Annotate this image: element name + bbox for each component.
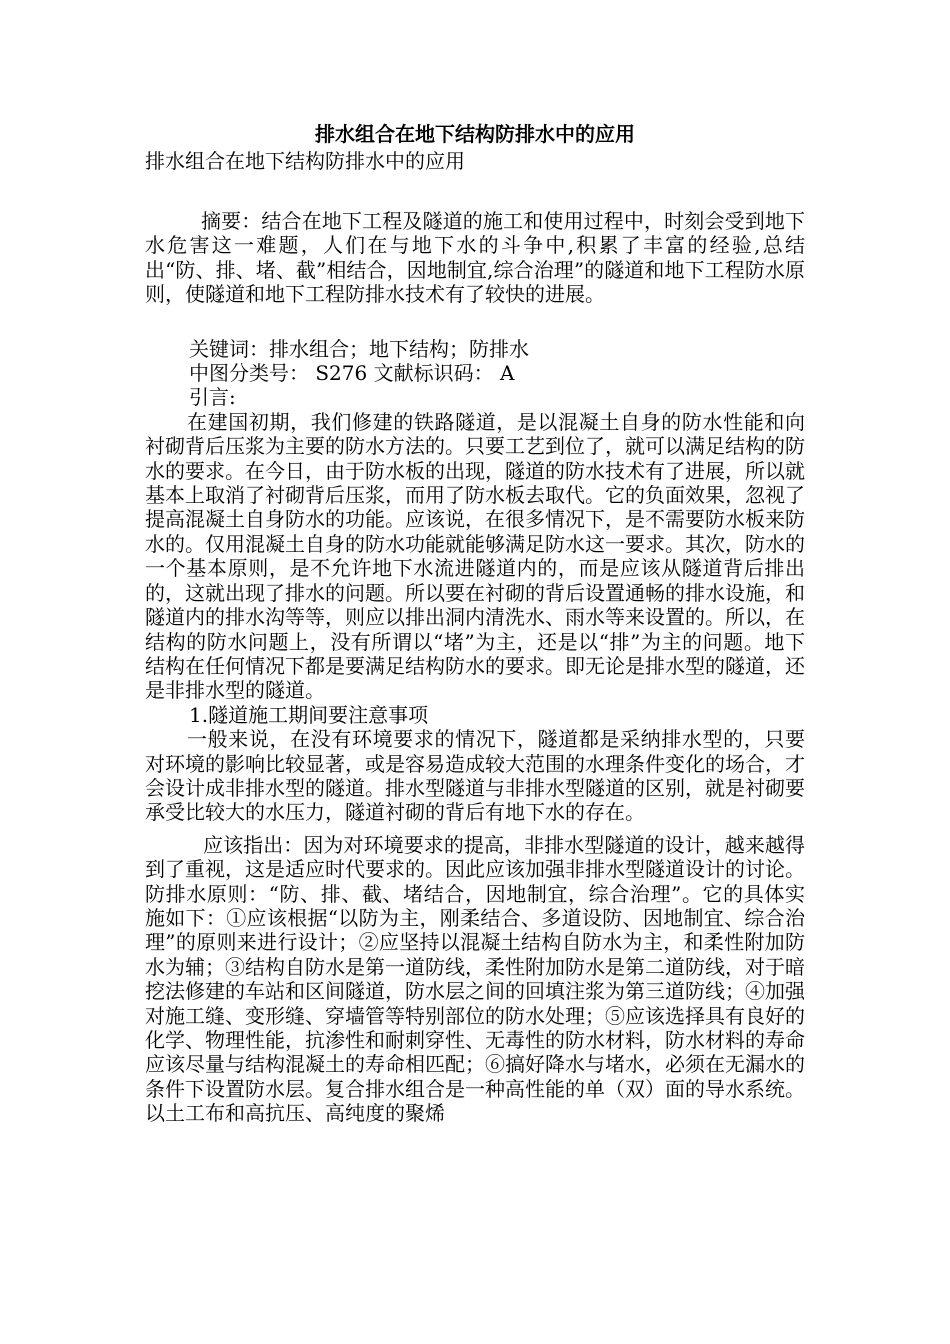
document-page [145,120,805,1126]
classification-line: 中图分类号： S276 文献标识码： A [189,361,515,386]
intro-label: 引言: [189,385,236,410]
spacer [145,307,805,337]
body-paragraph: 一般来说，在没有环境要求的情况下，隧道都是采纳排水型的，只要对环境的影响比较显著，或是容易造成较大范围的水理条件变化的场合，才会设计成非排水型的隧道。排水型隧道与非排水型隧道的区别，就是衬砌要承受比较大的水压力，隧道衬砌的背后有地下水的存在。 [145,727,805,825]
intro-paragraph: 在建国初期，我们修建的铁路隧道，是以混凝土自身的防水性能和向衬砌背后压浆为主要的防水方法的。只要工艺到位了，就可以满足结构的防水的要求。在今日，由于防水板的出现，隧道的防水技术有了进展，所以就基本上取消了衬砌背后压浆，而用了防水板去取代。它的负面效果，忽视了提高混凝土自身防水的功能。应该说，在很多情况下，是不需要防水板来防水的。仅用混凝土自身的防水功能就能够满足防水这一要求。其次，防水的一个基本原则，是不允许地下水流进隧道内的，而是应该从隧道背后排出的，这就出现了排水的问题。所以要在衬砌的背后设置通畅的排水设施，和隧道内的排水沟等等，则应以排出洞内清洗水、雨水等来设置的。所以，在结构的防水问题上，没有所谓以“堵”为主，还是以“排”为主的问题。地下结构在任何情况下都是要满足结构防水的要求。即无论是排水型的隧道，还是非排水型的隧道。 [145,409,805,703]
section-heading: 1.隧道施工期间要注意事项 [189,702,429,727]
abstract-paragraph: 摘要：结合在地下工程及隧道的施工和使用过程中，时刻会受到地下水危害这一难题，人们在与地下水的斗争中,积累了丰富的经验,总结出“防、排、堵、截”相结合，因地制宜,综合治理”的隧道和地下工程防水原则，使隧道和地下工程防排水技术有了较快的进展。 [145,209,805,307]
keywords-line: 关键词：排水组合；地下结构；防排水 [189,336,529,361]
body-paragraph: 应该指出：因为对环境要求的提高，非排水型隧道的设计，越来越得到了重视，这是适应时代要求的。因此应该加强非排水型隧道设计的讨论。防排水原则：“防、排、截、堵结合，因地制宜，综合治理”。它的具体实施如下：①应该根据“以防为主，刚柔结合、多道设防、因地制宜、综合治理”的原则来进行设计；②应坚持以混凝土结构自防水为主，和柔性附加防水为辅；③结构自防水是第一道防线，柔性附加防水是第二道防线，对于暗挖法修建的车站和区间隧道，防水层之间的回填注浆为第三道防线；④加强对施工缝、变形缝、穿墙管等特别部位的防水处理；⑤应该选择具有良好的化学、物理性能，抗渗性和耐刺穿性、无毒性的防水材料，防水材料的寿命应该尽量与结构混凝土的寿命相匹配；⑥搞好降水与堵水，必须在无漏水的条件下设置防水层。复合排水组合是一种高性能的单（双）面的导水系统。以土工布和高抗压、高纯度的聚烯 [145,832,805,1126]
spacer [145,174,805,209]
document-title: 排水组合在地下结构防排水中的应用 [315,122,635,146]
document-subtitle: 排水组合在地下结构防排水中的应用 [145,149,465,173]
